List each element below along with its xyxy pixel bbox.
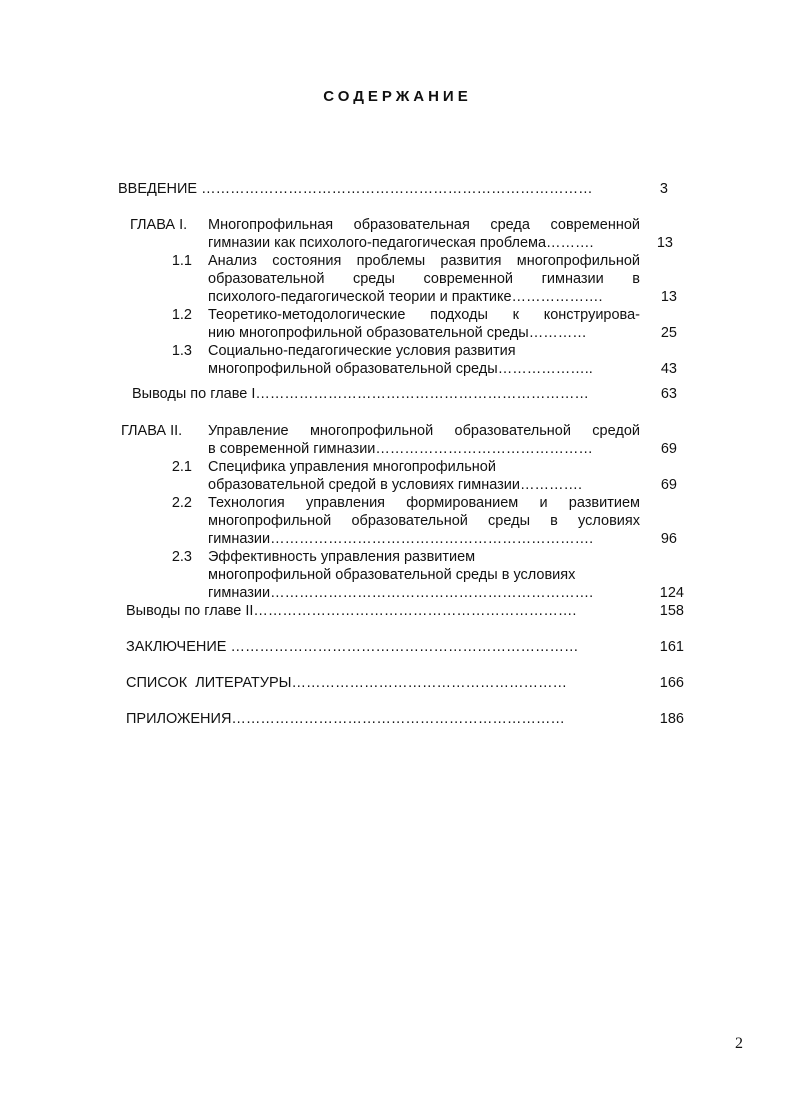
chapter-2-page: 69 bbox=[660, 441, 677, 457]
page-number: 2 bbox=[735, 1035, 743, 1052]
section-1-2-page: 25 bbox=[660, 325, 677, 341]
section-1-2-line1: Теоретико-методологические подходы к конструирова- bbox=[208, 307, 640, 323]
section-2-3-page: 124 bbox=[659, 585, 684, 601]
section-1-1-number: 1.1 bbox=[171, 253, 192, 269]
section-1-1-line1: Анализ состояния проблемы развития многопрофильной bbox=[208, 253, 640, 269]
toc-closing: ЗАКЛЮЧЕНИЕ ……………………………………………………………… bbox=[126, 639, 579, 655]
section-2-2-line3: гимназии…………………………………………………………. bbox=[208, 531, 594, 547]
section-1-3-line2: многопрофильной образовательной среды……………….. bbox=[208, 361, 593, 377]
toc-conclusion-2: Выводы по главе II…………………………………………………………. bbox=[126, 603, 577, 619]
toc-appendices-page: 186 bbox=[659, 711, 684, 727]
section-2-2-number: 2.2 bbox=[171, 495, 192, 511]
section-2-2-line2: многопрофильной образовательной среды в условиях bbox=[208, 513, 640, 529]
section-1-2-number: 1.2 bbox=[171, 307, 192, 323]
toc-conclusion-2-page: 158 bbox=[659, 603, 684, 619]
section-1-3-page: 43 bbox=[660, 361, 677, 377]
chapter-1-title-line2: гимназии как психолого-педагогическая проблема………. bbox=[208, 235, 594, 251]
section-1-1-line2: образовательной среды современной гимназии в bbox=[208, 271, 640, 287]
toc-intro-page: 3 bbox=[659, 181, 668, 197]
section-2-2-line1: Технология управления формированием и развитием bbox=[208, 495, 640, 511]
chapter-2-title-line2: в современной гимназии……………………………………… bbox=[208, 441, 593, 457]
section-2-1-line2: образовательной средой в условиях гимназии…………. bbox=[208, 477, 582, 493]
toc-references: СПИСОК ЛИТЕРАТУРЫ………………………………………………… bbox=[126, 675, 568, 691]
section-2-3-line1: Эффективность управления развитием bbox=[208, 549, 476, 565]
chapter-1-title-line1: Многопрофильная образовательная среда современной bbox=[208, 217, 640, 233]
section-2-3-number: 2.3 bbox=[171, 549, 192, 565]
page-title: СОДЕРЖАНИЕ bbox=[323, 88, 472, 105]
section-2-1-line1: Специфика управления многопрофильной bbox=[208, 459, 496, 475]
chapter-1-page: 13 bbox=[656, 235, 673, 251]
toc-references-page: 166 bbox=[659, 675, 684, 691]
section-2-3-line2: многопрофильной образовательной среды в условиях bbox=[208, 567, 576, 583]
toc-intro: ВВЕДЕНИЕ ……………………………………………………………………… bbox=[118, 181, 593, 197]
section-2-1-page: 69 bbox=[660, 477, 677, 493]
section-1-2-line2: нию многопрофильной образовательной среды………… bbox=[208, 325, 587, 341]
section-1-3-number: 1.3 bbox=[171, 343, 192, 359]
toc-conclusion-1-page: 63 bbox=[660, 386, 677, 402]
toc-appendices: ПРИЛОЖЕНИЯ…………………………………………………………… bbox=[126, 711, 565, 727]
section-1-1-line3: психолого-педагогической теории и практике………………. bbox=[208, 289, 603, 305]
toc-conclusion-1: Выводы по главе I…………………………………………………………… bbox=[132, 386, 589, 402]
section-2-2-page: 96 bbox=[660, 531, 677, 547]
section-2-1-number: 2.1 bbox=[171, 459, 192, 475]
section-2-3-line3: гимназии…………………………………………………………. bbox=[208, 585, 594, 601]
toc-closing-page: 161 bbox=[659, 639, 684, 655]
chapter-2-title-line1: Управление многопрофильной образовательной средой bbox=[208, 423, 640, 439]
chapter-2-label: ГЛАВА II. bbox=[121, 423, 183, 439]
section-1-1-page: 13 bbox=[660, 289, 677, 305]
chapter-1-label: ГЛАВА I. bbox=[130, 217, 188, 233]
section-1-3-line1: Социально-педагогические условия развития bbox=[208, 343, 516, 359]
